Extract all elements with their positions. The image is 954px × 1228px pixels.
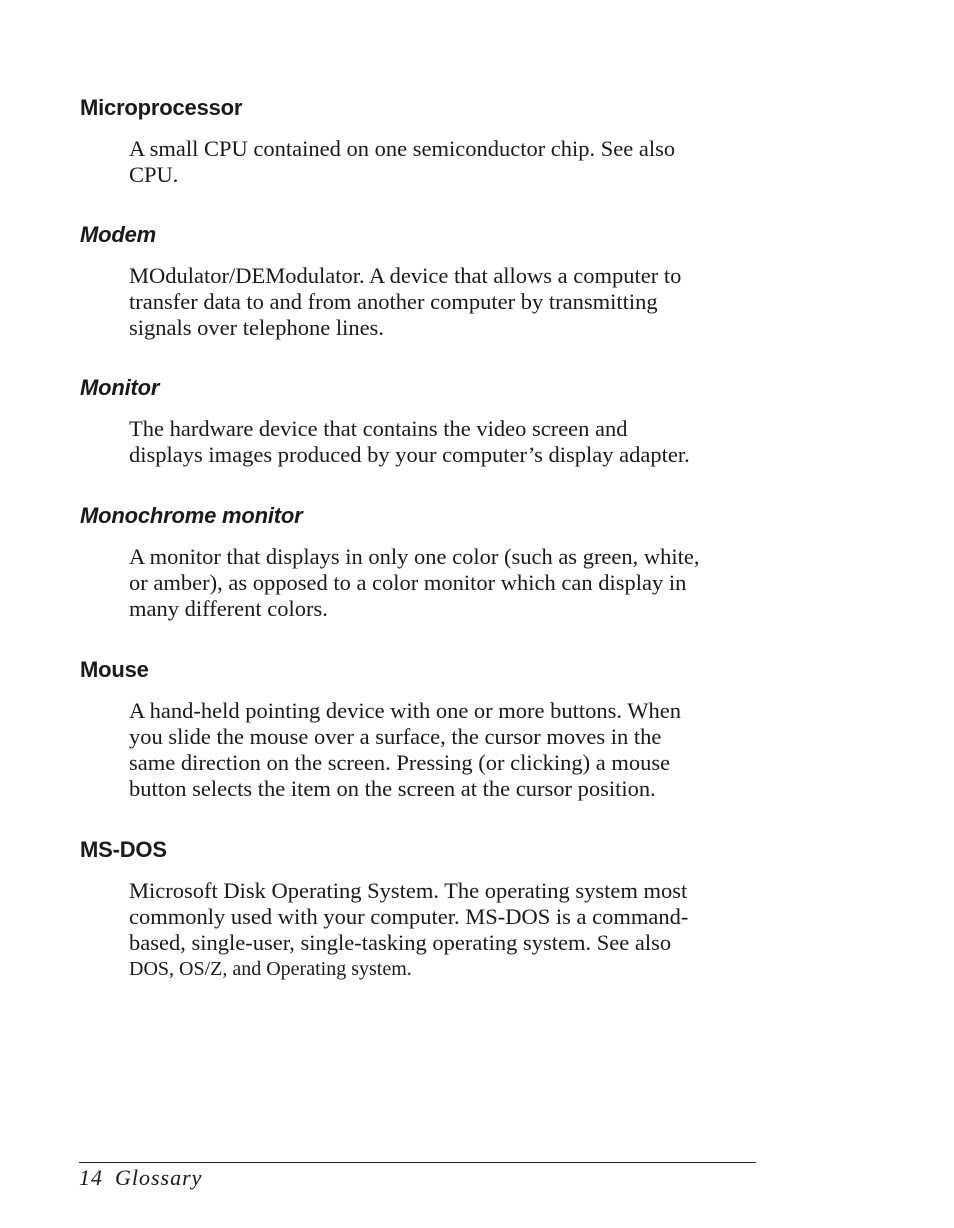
footer-section-title: Glossary <box>115 1165 203 1190</box>
footer-divider <box>79 1162 756 1163</box>
definition-line: you slide the mouse over a surface, the cursor moves in the <box>129 724 662 749</box>
definition-line: CPU. <box>129 162 179 187</box>
definition-line: same direction on the screen. Pressing (or clicking) a mouse <box>129 750 671 775</box>
definition-line: signals over telephone lines. <box>129 315 384 340</box>
definition-line: MOdulator/DEModulator. A device that allows a computer to <box>129 263 682 288</box>
term-heading: Mouse <box>80 657 149 682</box>
definition-line: A monitor that displays in only one color (such as green, white, <box>129 544 700 569</box>
term-heading: Modem <box>80 222 157 247</box>
definition-line: A hand-held pointing device with one or more buttons. When <box>129 698 681 723</box>
definition-line: commonly used with your computer. MS-DOS is a command- <box>129 904 689 929</box>
definition-line: button selects the item on the screen at the cursor position. <box>129 776 656 801</box>
term-heading: Monitor <box>80 375 160 400</box>
definition-line: transfer data to and from another computer by transmitting <box>129 289 658 314</box>
page-number: 14 <box>79 1165 103 1190</box>
term-heading: Microprocessor <box>80 95 243 120</box>
term-definition <box>129 136 769 188</box>
definition-line: The hardware device that contains the video screen and <box>129 416 628 441</box>
term-heading: MS-DOS <box>80 837 167 862</box>
term-definition <box>129 416 769 468</box>
term-definition <box>129 698 769 802</box>
term-definition <box>129 878 769 982</box>
definition-line: DOS, OS/Z, and Operating system. <box>129 958 412 980</box>
definition-line: Microsoft Disk Operating System. The operating system most <box>129 878 688 903</box>
definition-line: A small CPU contained on one semiconductor chip. See also <box>129 136 676 161</box>
definition-line: many different colors. <box>129 596 328 621</box>
term-definition <box>129 544 769 622</box>
definition-line: displays images produced by your computer’s display adapter. <box>129 442 690 467</box>
definition-line: based, single-user, single-tasking operating system. See also <box>129 930 672 955</box>
page-footer <box>79 1164 202 1192</box>
term-heading: Monochrome monitor <box>80 503 303 528</box>
definition-line: or amber), as opposed to a color monitor which can display in <box>129 570 687 595</box>
term-definition <box>129 263 769 341</box>
